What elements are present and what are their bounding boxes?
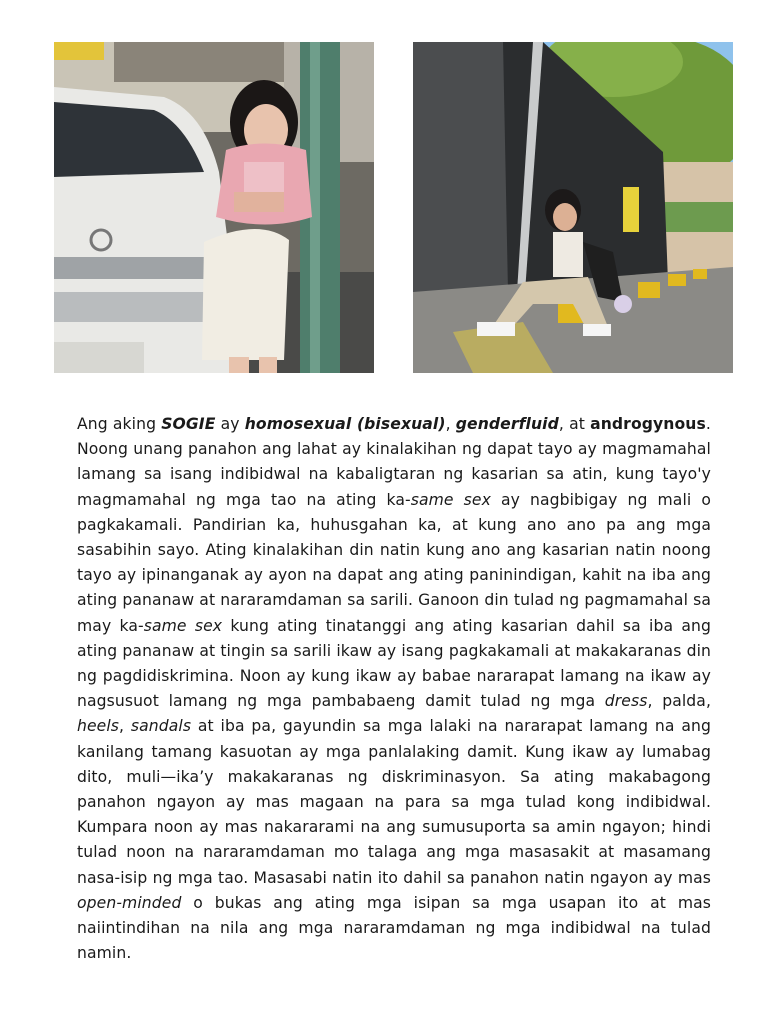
text-run: at iba pa, gayundin sa mga lalaki na nararapat lamang na ang kanilang tamang kasuotan ay mga panlalaking damit. Kung ikaw ay lumabag dito, muli—ika’y makakaranas ng diskriminasyon. Sa ating makabagong panahon ngayon ay mas magaan na para sa mga tulad kong indibidwal. Kumpara noon ay mas nakararami na ang sumusuporta sa amin ngayon; hindi tulad noon na nararamdaman mo talaga ang mga masasakit at masamang nasa-isip ng mga tao. Masasabi natin ito dahil sa panahon natin ngayon ay mas xyxy=(77,717,711,887)
text-run: ay nagbibigay ng mali o pagkakamali. Pandirian ka, huhusgahan ka, at kung ano ano pa ang mga sasabihin sayo. Ating kinalakihan din natin kung ano ang kasarian natin noong tayo ay ipinanganak ay ayon na dapat ang ating paninindigan, kahit na iba ang ating pananaw at nararamdaman sa sarili. Ganoon din tulad ng pagmamahal sa may ka- xyxy=(77,490,711,635)
sogie-term: SOGIE xyxy=(161,415,216,433)
text-run: , xyxy=(445,415,456,433)
photo-left xyxy=(54,42,374,373)
body-paragraph xyxy=(77,412,711,966)
genderfluid-term: genderfluid xyxy=(455,415,559,433)
text-run: , xyxy=(119,717,131,736)
text-run: , at xyxy=(558,415,591,433)
heels-term: heels xyxy=(77,717,120,736)
open-minded-term: open-minded xyxy=(77,893,182,912)
text-run: ay xyxy=(215,415,245,433)
photo-right xyxy=(413,42,733,373)
text-run: o bukas ang ating mga isipan sa mga usapan ito at mas naiintindihan na nila ang mga nararamdaman ng mga indibidwal na tulad namin. xyxy=(77,893,711,963)
dress-term: dress xyxy=(604,692,648,711)
woman-leaning-on-pole-icon xyxy=(54,42,374,373)
woman-sitting-on-curb-icon xyxy=(413,42,733,373)
text-run: kung ating tinatanggi ang ating kasarian dahil sa iba ang ating pananaw at tingin sa sarili ikaw ay isang pagkakamali at makakaranas din ng pagdidiskrimina. Noon ay kung ikaw ay babae nararapat lamang na ikaw ay nagsusuot lamang ng mga pambabaeng damit tulad ng mga xyxy=(77,616,711,711)
text-run: , palda, xyxy=(647,692,711,711)
text-run: Ang aking xyxy=(77,415,162,433)
sandals-term: sandals xyxy=(130,717,192,736)
text-run: . Noong unang panahon ang lahat ay kinalakihan ng dapat tayo ay magmamahal lamang sa isang indibidwal na kabaligtaran ng kasarian sa atin, kung tayo'y magmamahal ng mga tao na ating ka- xyxy=(77,415,711,509)
androgynous-term: androgynous xyxy=(590,415,706,433)
same-sex-term: same sex xyxy=(410,490,491,509)
homosexual-bisexual-term: homosexual (bisexual) xyxy=(244,415,446,433)
same-sex-term: same sex xyxy=(143,616,223,635)
